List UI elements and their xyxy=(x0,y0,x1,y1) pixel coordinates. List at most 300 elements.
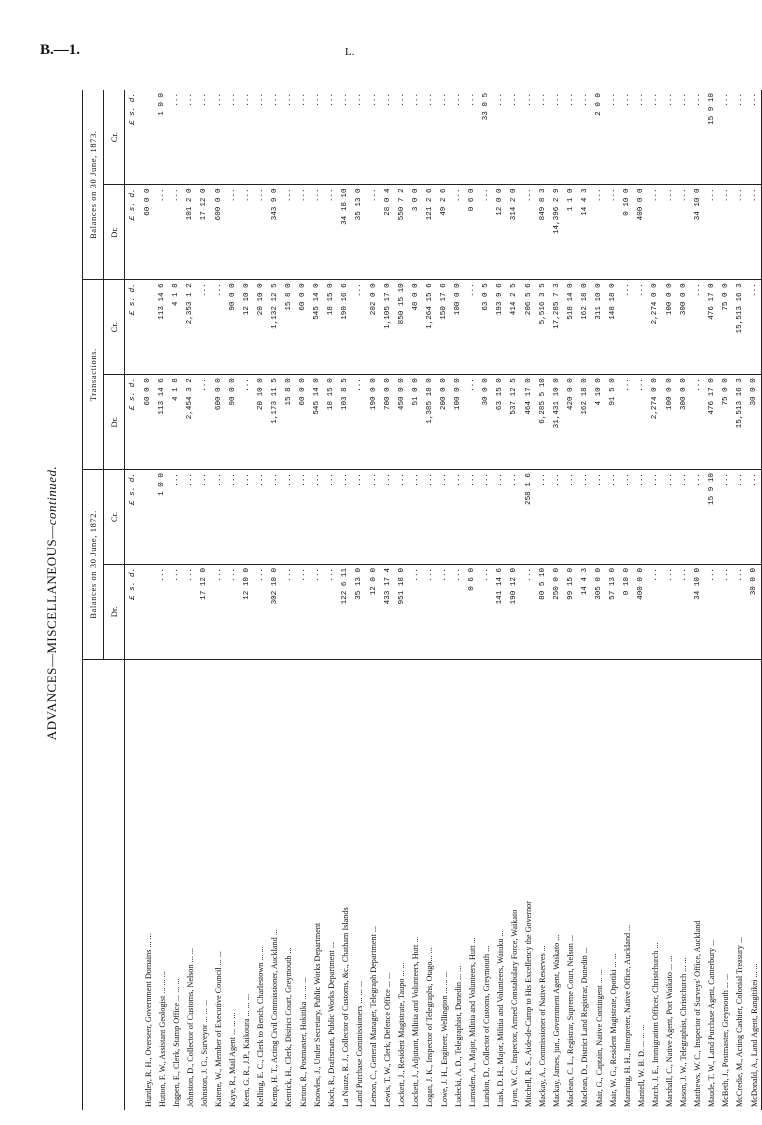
balance-1872-dr: ... xyxy=(226,564,240,659)
transaction-cr xyxy=(141,280,155,375)
balance-1873-cr: ... xyxy=(183,90,197,185)
transaction-dr: 300 0 0 xyxy=(677,375,691,470)
table-row xyxy=(747,90,762,1110)
balance-1872-dr: 17 12 0 xyxy=(197,564,211,659)
balance-1872-cr: ... xyxy=(648,470,662,565)
balance-1873-cr: ... xyxy=(211,90,225,185)
balance-1873-dr: ... xyxy=(169,185,183,280)
account-name: Logan, J. K., Inspector of Telegraphs, Otago... ... xyxy=(425,947,435,1107)
balance-1873-dr: 101 2 0 xyxy=(183,185,197,280)
balance-1873-dr: ... xyxy=(479,185,493,280)
balance-1873-dr: ... xyxy=(747,185,762,280)
transaction-dr: 15 8 0 xyxy=(282,375,296,470)
transaction-dr: 2,454 3 2 xyxy=(183,375,197,470)
balance-1872-dr: 0 6 0 xyxy=(465,564,479,659)
account-name: Maclean, C. L., Registrar, Supreme Court, Nelson ... xyxy=(566,934,576,1107)
balance-1873-cr: ... xyxy=(465,90,479,185)
table-row xyxy=(352,90,366,1110)
transaction-dr: 1,173 11 5 xyxy=(268,375,282,470)
account-name: McDonald, A., Land Agent, Rangitikei ... ... xyxy=(749,963,759,1107)
transaction-cr: 18 15 0 xyxy=(324,280,338,375)
balance-1872-dr: ... xyxy=(310,564,324,659)
balance-1873-dr: ... xyxy=(226,185,240,280)
account-name: Kelling, E. C., Clerk to Bench, Charlestown ... ... xyxy=(256,946,266,1107)
balance-1872-dr: ... xyxy=(677,564,691,659)
balance-1872-dr: ... xyxy=(662,564,676,659)
balance-1873-cr: ... xyxy=(367,90,381,185)
account-name: Kirton, R., Postmaster, Hokitika ... ... ... xyxy=(298,977,308,1107)
account-name: Maude, T. W., Land Purchase Agent, Canterbury ... xyxy=(707,939,717,1107)
balance-1873-cr: ... xyxy=(310,90,324,185)
transaction-cr: 850 15 10 xyxy=(395,280,409,375)
balance-1873-dr: 35 13 0 xyxy=(352,185,366,280)
balance-1872-dr: 141 14 6 xyxy=(493,564,507,659)
balance-1872-dr: 30 0 0 xyxy=(747,564,762,659)
transaction-dr: 190 0 0 xyxy=(367,375,381,470)
units-label: £ s. d. xyxy=(125,564,142,659)
balance-1872-dr: ... xyxy=(733,564,747,659)
balances-1873-header: Balances on 30 June, 1873. xyxy=(83,90,104,280)
balance-1873-cr: ... xyxy=(648,90,662,185)
balance-1873-cr: ... xyxy=(451,90,465,185)
table-row xyxy=(451,90,465,1110)
balance-1872-dr: ... xyxy=(409,564,423,659)
account-name: Mitchell, R. S., Aide-de-Camp to His Excellency the Governor xyxy=(524,900,534,1107)
balance-1873-dr: ... xyxy=(592,185,606,280)
transaction-cr: 202 0 0 xyxy=(367,280,381,375)
table-row xyxy=(677,90,691,1110)
balance-1872-cr: ... xyxy=(423,470,437,565)
table-row xyxy=(691,90,705,1110)
advances-table xyxy=(82,90,762,1110)
balance-1872-dr: ... xyxy=(254,564,268,659)
account-name: McCredie, M., Acting Cashier, Colonial Treasury ... xyxy=(735,936,745,1107)
balance-1873-cr: ... xyxy=(606,90,620,185)
balance-1873-dr: 49 2 6 xyxy=(437,185,451,280)
balance-1872-cr: ... xyxy=(507,470,521,565)
transaction-cr: 60 0 0 xyxy=(296,280,310,375)
account-name: Lemon, C., General Manager, Telegraph Department ... xyxy=(369,925,379,1107)
balance-1873-dr: ... xyxy=(606,185,620,280)
page-letter: L. xyxy=(345,46,355,58)
transaction-dr: ... xyxy=(197,375,211,470)
balance-1873-dr: ... xyxy=(719,185,733,280)
balance-1873-dr: ... xyxy=(733,185,747,280)
balance-1873-dr: ... xyxy=(677,185,691,280)
account-name: Land Purchase Commissioners ... ... ... xyxy=(354,981,364,1107)
units-label: £ s. d. xyxy=(125,185,142,280)
transaction-cr: 15 8 0 xyxy=(282,280,296,375)
balance-1873-cr: ... xyxy=(733,90,747,185)
balance-1873-cr: ... xyxy=(352,90,366,185)
table-row xyxy=(169,90,183,1110)
table-row xyxy=(226,90,240,1110)
table-row xyxy=(465,90,479,1110)
account-name: McBeth, J., Postmaster, Greymouth ... ... xyxy=(721,973,731,1107)
balance-1873-dr: ... xyxy=(522,185,536,280)
transaction-dr: 30 0 0 xyxy=(747,375,762,470)
transaction-dr: 60 0 0 xyxy=(141,375,155,470)
table-row xyxy=(338,90,352,1110)
balance-1873-dr: ... xyxy=(705,185,719,280)
transaction-cr: 1,132 12 5 xyxy=(268,280,282,375)
transaction-cr: 100 0 0 xyxy=(451,280,465,375)
balance-1873-dr: ... xyxy=(367,185,381,280)
balance-1872-dr: 250 0 0 xyxy=(550,564,564,659)
balance-1873-cr: ... xyxy=(550,90,564,185)
table-row xyxy=(296,90,310,1110)
table-title xyxy=(44,88,60,1118)
balance-1872-cr: ... xyxy=(352,470,366,565)
transaction-dr: 545 14 0 xyxy=(310,375,324,470)
transaction-dr: ... xyxy=(620,375,634,470)
balance-1872-cr: ... xyxy=(451,470,465,565)
balance-1872-dr: ... xyxy=(479,564,493,659)
balance-1872-cr: ... xyxy=(465,470,479,565)
balance-1873-cr: ... xyxy=(240,90,254,185)
account-name: Lundon, D., Collector of Customs, Greymouth ... xyxy=(481,945,491,1107)
balance-1872-dr: 12 0 0 xyxy=(367,564,381,659)
transaction-dr: 4 1 8 xyxy=(169,375,183,470)
balance-1873-dr: 14,396 2 9 xyxy=(550,185,564,280)
balance-1873-cr: ... xyxy=(564,90,578,185)
table-row xyxy=(522,90,536,1110)
account-name: Katene, W., Member of Executive Council ... ... xyxy=(214,951,224,1107)
table-row xyxy=(606,90,620,1110)
transaction-cr: ... xyxy=(747,280,762,375)
balance-1873-cr: ... xyxy=(395,90,409,185)
balance-1872-cr: ... xyxy=(211,470,225,565)
balance-1873-cr: 1 0 0 xyxy=(155,90,169,185)
cr-header: Cr. xyxy=(104,280,125,375)
balance-1872-cr: ... xyxy=(240,470,254,565)
balance-1873-cr: ... xyxy=(381,90,395,185)
balance-1873-dr: ... xyxy=(324,185,338,280)
balance-1872-dr: 302 10 0 xyxy=(268,564,282,659)
balance-1873-dr: ... xyxy=(648,185,662,280)
balance-1872-dr: ... xyxy=(183,564,197,659)
balance-1873-cr: ... xyxy=(226,90,240,185)
balance-1872-dr: 433 17 4 xyxy=(381,564,395,659)
balance-1873-dr: 0 6 0 xyxy=(465,185,479,280)
balance-1872-cr: 15 9 10 xyxy=(705,470,719,565)
balance-1873-dr: 314 2 0 xyxy=(507,185,521,280)
balance-1873-dr: ... xyxy=(282,185,296,280)
transaction-cr: 90 0 0 xyxy=(226,280,240,375)
balance-1873-cr: ... xyxy=(536,90,550,185)
transaction-cr: 311 10 0 xyxy=(592,280,606,375)
transaction-cr: 2,353 1 2 xyxy=(183,280,197,375)
transaction-dr: 1,385 18 0 xyxy=(423,375,437,470)
balance-1872-dr: 190 12 0 xyxy=(507,564,521,659)
table-title-continued: continued. xyxy=(44,465,59,526)
balance-1873-dr: 34 18 10 xyxy=(338,185,352,280)
balance-1872-cr: ... xyxy=(606,470,620,565)
balance-1872-cr xyxy=(141,470,155,565)
dr-header: Dr. xyxy=(104,564,125,659)
balance-1872-cr: ... xyxy=(564,470,578,565)
balance-1873-cr: ... xyxy=(620,90,634,185)
transaction-cr: 63 0 5 xyxy=(479,280,493,375)
balance-1873-cr: ... xyxy=(634,90,648,185)
table-row xyxy=(197,90,211,1110)
balance-1872-cr: ... xyxy=(437,470,451,565)
balance-1873-cr: ... xyxy=(409,90,423,185)
balance-1872-dr: 400 0 0 xyxy=(634,564,648,659)
table-row xyxy=(367,90,381,1110)
account-name: Johnston, J. G., Surveyor ... ... ... xyxy=(199,999,209,1107)
account-name: Lewis, T. W., Clerk, Defence Office ... ... xyxy=(383,972,393,1107)
table-row xyxy=(395,90,409,1110)
transaction-dr: 100 0 0 xyxy=(662,375,676,470)
table-row xyxy=(705,90,719,1110)
account-name: Kenrick, H., Clerk, District Court, Greymouth ... xyxy=(284,947,294,1107)
transaction-dr: 200 0 0 xyxy=(437,375,451,470)
balance-1873-dr: ... xyxy=(155,185,169,280)
table-row xyxy=(155,90,169,1110)
balance-1872-cr: ... xyxy=(367,470,381,565)
table-row xyxy=(183,90,197,1110)
balance-1873-cr: ... xyxy=(324,90,338,185)
balance-1873-dr: 849 8 3 xyxy=(536,185,550,280)
transaction-dr: ... xyxy=(240,375,254,470)
account-name: Johnston, D., Collector of Customs, Nelson ... ... xyxy=(185,948,195,1107)
transaction-dr: ... xyxy=(352,375,366,470)
balance-1872-cr: ... xyxy=(479,470,493,565)
transaction-cr: 1,264 15 6 xyxy=(423,280,437,375)
account-name: Knowles, J., Under Secretary, Public Works Department xyxy=(312,922,322,1107)
balance-1873-cr: 33 0 5 xyxy=(479,90,493,185)
balance-1872-dr: 305 0 0 xyxy=(592,564,606,659)
balance-1872-dr: ... xyxy=(451,564,465,659)
balance-1872-dr: ... xyxy=(324,564,338,659)
table-row xyxy=(240,90,254,1110)
transaction-dr: 464 17 0 xyxy=(522,375,536,470)
account-name: Matthews, W. C., Inspector of Surveys' Office, Auckland xyxy=(693,920,703,1107)
account-name: Koch, R., Draftsman, Public Works Department ... xyxy=(326,942,336,1107)
account-name: Ingpen, E., Clerk, Stamp Office ... ... ... xyxy=(171,978,181,1107)
table-row xyxy=(719,90,733,1110)
balance-1873-dr: ... xyxy=(254,185,268,280)
balance-1872-dr: 12 10 0 xyxy=(240,564,254,659)
balance-1873-dr: 550 7 2 xyxy=(395,185,409,280)
balance-1872-cr: ... xyxy=(536,470,550,565)
transaction-dr: 90 0 0 xyxy=(226,375,240,470)
table-row xyxy=(437,90,451,1110)
transaction-dr: 6,285 5 10 xyxy=(536,375,550,470)
transaction-dr: 600 0 0 xyxy=(211,375,225,470)
transaction-dr: 100 0 0 xyxy=(451,375,465,470)
transaction-cr: ... xyxy=(352,280,366,375)
table-row xyxy=(634,90,648,1110)
balance-1872-dr: ... xyxy=(648,564,662,659)
balance-1872-dr: 57 13 0 xyxy=(606,564,620,659)
units-row xyxy=(125,90,142,1110)
transaction-cr: 193 9 6 xyxy=(493,280,507,375)
name-column-header xyxy=(83,659,125,1110)
balance-1873-cr: ... xyxy=(677,90,691,185)
units-blank xyxy=(125,659,142,1110)
account-name: Mair, G., Captain, Native Contingent ... ... xyxy=(594,969,604,1107)
balance-1872-cr: ... xyxy=(183,470,197,565)
balance-1872-dr: ... xyxy=(522,564,536,659)
transaction-dr: ... xyxy=(691,375,705,470)
table-row xyxy=(733,90,747,1110)
transaction-dr: ... xyxy=(465,375,479,470)
account-name: Mackay, James, jun., Government Agent, Waikato ... xyxy=(552,934,562,1107)
balance-1872-cr: ... xyxy=(338,470,352,565)
balance-1873-cr: ... xyxy=(296,90,310,185)
cr-header: Cr. xyxy=(104,90,125,185)
balance-1873-dr: 400 0 0 xyxy=(634,185,648,280)
balance-1872-cr: ... xyxy=(677,470,691,565)
account-name: Lowe, J. H., Engineer, Wellington ... ... ... xyxy=(439,971,449,1107)
account-name: Mair, W. G., Resident Magistrate, Opotiki ... ... xyxy=(608,953,618,1107)
transaction-cr: 300 0 0 xyxy=(677,280,691,375)
balance-1872-dr: 34 10 0 xyxy=(691,564,705,659)
account-name: Lyon, W. C., Inspector, Armed Constabulary Force, Waikato xyxy=(509,909,519,1107)
balance-1873-cr xyxy=(141,90,155,185)
units-label: £ s. d. xyxy=(125,470,142,565)
transaction-cr: 190 16 6 xyxy=(338,280,352,375)
table-row xyxy=(620,90,634,1110)
balance-1873-cr: ... xyxy=(507,90,521,185)
balance-1872-cr: ... xyxy=(747,470,762,565)
transaction-cr: ... xyxy=(197,280,211,375)
balance-1872-dr: ... xyxy=(423,564,437,659)
balance-1872-dr: ... xyxy=(169,564,183,659)
cr-header: Cr. xyxy=(104,470,125,565)
table-row xyxy=(423,90,437,1110)
balance-1872-cr: ... xyxy=(691,470,705,565)
transaction-dr: 15,513 16 3 xyxy=(733,375,747,470)
table-row xyxy=(268,90,282,1110)
transaction-cr: 113 14 6 xyxy=(155,280,169,375)
balances-1872-header: Balances on 30 June, 1872. xyxy=(83,470,104,660)
balance-1873-dr: 34 10 0 xyxy=(691,185,705,280)
balance-1872-cr: ... xyxy=(226,470,240,565)
balance-1873-dr: 17 12 0 xyxy=(197,185,211,280)
balance-1873-cr: ... xyxy=(282,90,296,185)
account-name: Lockett, J., Adjutant, Militia and Volunteers, Hutt ... xyxy=(411,936,421,1107)
balance-1872-dr: ... xyxy=(282,564,296,659)
account-name: Mason, J. W., Telegraphist, Christchurch ... ... xyxy=(679,957,689,1107)
balance-1873-dr: 121 2 6 xyxy=(423,185,437,280)
balance-1873-dr: ... xyxy=(662,185,676,280)
balance-1872-cr: ... xyxy=(197,470,211,565)
balance-1873-dr: 600 0 0 xyxy=(211,185,225,280)
balance-1873-dr: 3 0 0 xyxy=(409,185,423,280)
transaction-dr: 103 8 5 xyxy=(338,375,352,470)
account-name: Mackay, A., Commissioner of Native Reserves ... xyxy=(538,945,548,1107)
balance-1872-cr: ... xyxy=(254,470,268,565)
balance-1873-cr: ... xyxy=(493,90,507,185)
transaction-dr: 60 0 0 xyxy=(296,375,310,470)
balance-1872-dr: ... xyxy=(211,564,225,659)
balance-1873-dr: 28 0 4 xyxy=(381,185,395,280)
account-name: Lumsden, A., Major, Militia and Volunteers, Hutt ... xyxy=(467,937,477,1107)
balance-1873-cr: ... xyxy=(522,90,536,185)
balance-1873-dr: 14 4 3 xyxy=(578,185,592,280)
balance-1872-cr: ... xyxy=(324,470,338,565)
balance-1872-cr: 1 0 0 xyxy=(155,470,169,565)
transaction-cr: ... xyxy=(465,280,479,375)
table-row xyxy=(648,90,662,1110)
balance-1872-dr: 122 6 11 xyxy=(338,564,352,659)
transaction-cr: 148 18 0 xyxy=(606,280,620,375)
transaction-dr: 162 18 0 xyxy=(578,375,592,470)
rotated-table-block xyxy=(40,88,759,1118)
account-name: Manning, H. H., Interpreter, Native Office, Auckland ... xyxy=(622,924,632,1107)
balance-1873-dr: ... xyxy=(451,185,465,280)
balance-1873-cr: ... xyxy=(719,90,733,185)
transaction-dr: 20 10 0 xyxy=(254,375,268,470)
balance-1872-cr: ... xyxy=(662,470,676,565)
account-name: March, J. E., Immigration Officer, Christchurch ... xyxy=(650,942,660,1107)
table-row xyxy=(662,90,676,1110)
table-row xyxy=(282,90,296,1110)
balance-1872-dr: 0 10 0 xyxy=(620,564,634,659)
transaction-cr: 20 10 0 xyxy=(254,280,268,375)
balance-1873-dr: 60 0 0 xyxy=(141,185,155,280)
account-name: Marshall, C., Native Agent, Port Waikato ... ... xyxy=(665,955,675,1107)
units-label: £ s. d. xyxy=(125,280,142,375)
transaction-cr: 150 17 6 xyxy=(437,280,451,375)
account-name: Hutton, F. W., Assistant Geologist ... ... ... xyxy=(157,971,167,1107)
balance-1872-dr: ... xyxy=(719,564,733,659)
table-row xyxy=(507,90,521,1110)
table-row xyxy=(536,90,550,1110)
account-name: Ludecki, A. D., Telegraphist, Dunedin ... ... xyxy=(453,965,463,1107)
table-body xyxy=(125,90,762,1110)
table-row xyxy=(550,90,564,1110)
balance-1872-cr: ... xyxy=(578,470,592,565)
transaction-cr: 414 2 5 xyxy=(507,280,521,375)
balance-1873-dr: 12 0 0 xyxy=(493,185,507,280)
transaction-dr: 4 10 0 xyxy=(592,375,606,470)
table-row xyxy=(578,90,592,1110)
transaction-cr: 75 0 0 xyxy=(719,280,733,375)
transaction-cr: ... xyxy=(211,280,225,375)
balance-1872-cr: ... xyxy=(634,470,648,565)
page-reference: B.—1. xyxy=(40,42,81,58)
transaction-cr: 518 14 0 xyxy=(564,280,578,375)
balance-1873-dr: 1 1 0 xyxy=(564,185,578,280)
transaction-dr: 476 17 0 xyxy=(705,375,719,470)
account-name: Lusk, D. H., Major, Militia and Volunteers, Waiuku ... xyxy=(495,930,505,1107)
account-name: Kemp, H. T., Acting Civil Commissioner, Auckland ... xyxy=(270,929,280,1107)
transaction-cr: 15,513 16 3 xyxy=(733,280,747,375)
table-row xyxy=(310,90,324,1110)
transaction-dr: 700 0 0 xyxy=(381,375,395,470)
transaction-dr: 75 0 0 xyxy=(719,375,733,470)
transaction-dr: 30 0 0 xyxy=(479,375,493,470)
balance-1873-cr: 15 9 10 xyxy=(705,90,719,185)
table-row xyxy=(324,90,338,1110)
balance-1872-dr xyxy=(141,564,155,659)
balance-1873-cr: 2 0 0 xyxy=(592,90,606,185)
balance-1872-dr: 35 13 0 xyxy=(352,564,366,659)
transaction-cr: 100 0 0 xyxy=(662,280,676,375)
dr-header: Dr. xyxy=(104,185,125,280)
balance-1872-cr: ... xyxy=(409,470,423,565)
transaction-cr: 17,285 7 3 xyxy=(550,280,564,375)
table-row xyxy=(254,90,268,1110)
transaction-dr: ... xyxy=(634,375,648,470)
units-label: £ s. d. xyxy=(125,90,142,185)
transaction-cr: 162 18 0 xyxy=(578,280,592,375)
balance-1872-dr: ... xyxy=(155,564,169,659)
